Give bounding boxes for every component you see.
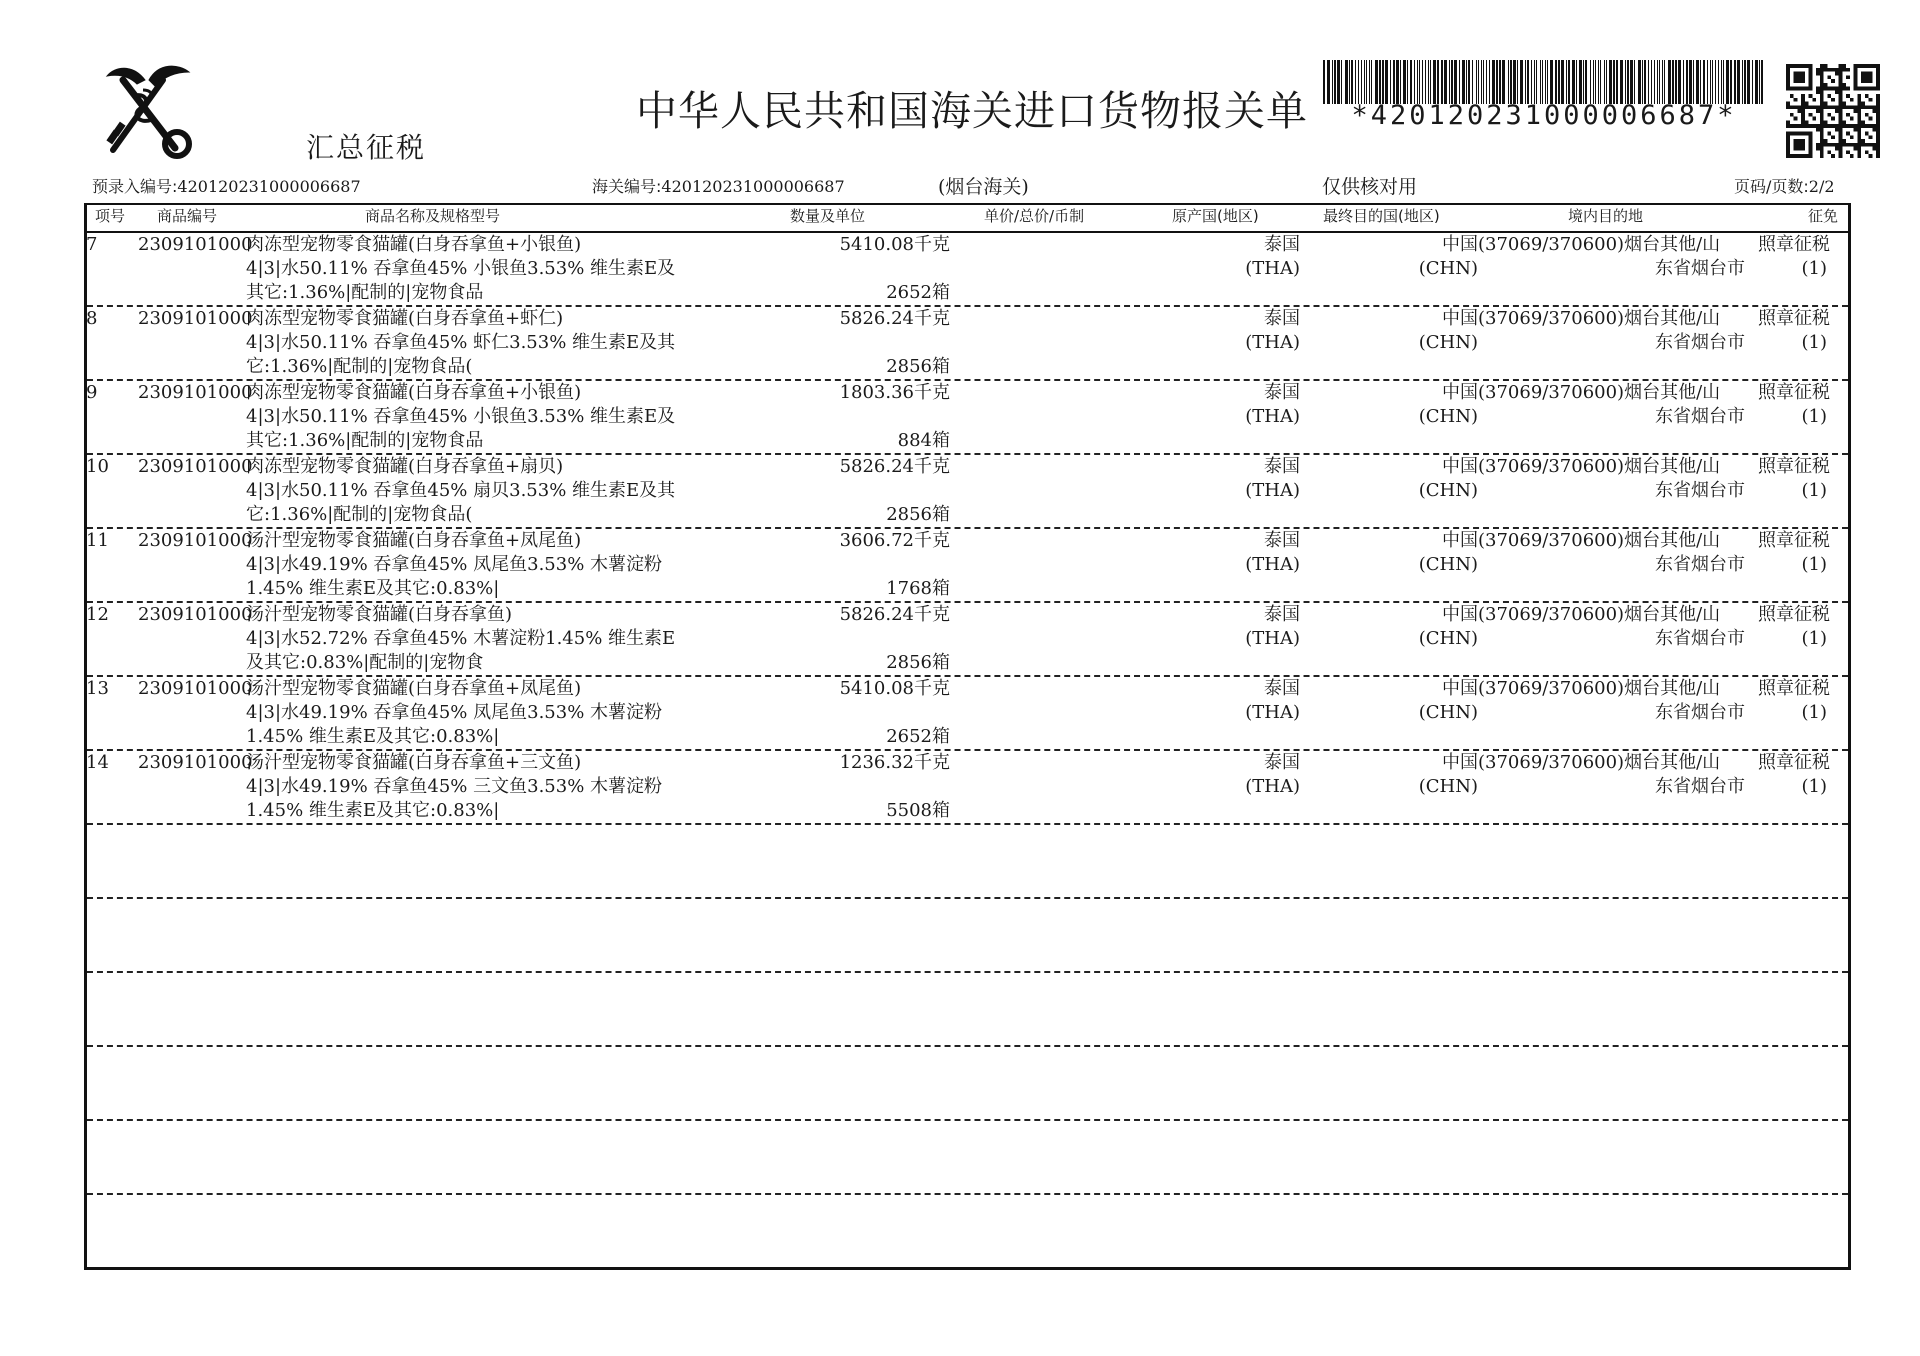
item-origin: 泰国 — [1264, 604, 1300, 625]
page-indicator — [1734, 174, 1835, 197]
item-levy: 照章征税 — [1758, 234, 1830, 255]
item-qty-weight: 5410.08千克 — [839, 678, 950, 699]
pre-entry-value: 420120231000006687 — [177, 177, 361, 196]
item-levy: 照章征税 — [1758, 604, 1830, 625]
item-qty-weight: 5826.24千克 — [839, 604, 950, 625]
col-header-origin: 原产国(地区) — [1172, 207, 1259, 225]
item-code: 2309101000 — [138, 752, 253, 773]
row-divider — [87, 971, 1848, 973]
item-dest-country: 中国 — [1442, 604, 1478, 625]
item-origin: 泰国 — [1264, 234, 1300, 255]
item-origin: 泰国 — [1264, 530, 1300, 551]
item-qty-weight: 5410.08千克 — [839, 234, 950, 255]
row-divider — [87, 749, 1848, 751]
item-no: 9 — [86, 382, 98, 403]
item-domestic-dest-line2: 东省烟台市 — [1655, 628, 1745, 649]
item-spec-line2: 其它:1.36%|配制的|宠物食品 — [246, 282, 484, 303]
item-domestic-dest-line2: 东省烟台市 — [1655, 332, 1745, 353]
col-header-name: 商品名称及规格型号 — [365, 207, 501, 225]
item-levy-code: (1) — [1801, 554, 1827, 575]
item-dest-country: 中国 — [1442, 234, 1478, 255]
item-spec-line1: 4|3|水50.11% 吞拿鱼45% 扇贝3.53% 维生素E及其 — [246, 480, 676, 501]
barcode — [1323, 60, 1763, 104]
summary-tax-label: 汇总征税 — [306, 131, 427, 164]
item-dest-country: 中国 — [1442, 382, 1478, 403]
row-divider — [87, 1045, 1848, 1047]
item-code: 2309101000 — [138, 678, 253, 699]
item-no: 11 — [86, 530, 109, 551]
item-dest-country-code: (CHN) — [1418, 702, 1478, 723]
item-spec-line1: 4|3|水52.72% 吞拿鱼45% 木薯淀粉1.45% 维生素E — [246, 628, 676, 649]
item-domestic-dest-line1: (37069/370600)烟台其他/山 — [1478, 382, 1721, 403]
item-domestic-dest-line1: (37069/370600)烟台其他/山 — [1478, 604, 1721, 625]
item-levy-code: (1) — [1801, 406, 1827, 427]
item-dest-country-code: (CHN) — [1418, 628, 1478, 649]
item-origin: 泰国 — [1264, 752, 1300, 773]
item-qty-cases: 5508箱 — [886, 800, 950, 821]
item-domestic-dest-line1: (37069/370600)烟台其他/山 — [1478, 456, 1721, 477]
item-dest-country-code: (CHN) — [1418, 406, 1478, 427]
item-no: 13 — [86, 678, 109, 699]
item-levy: 照章征税 — [1758, 678, 1830, 699]
item-no: 14 — [86, 752, 109, 773]
item-domestic-dest-line1: (37069/370600)烟台其他/山 — [1478, 308, 1721, 329]
row-divider — [87, 379, 1848, 381]
customs-office: (烟台海关) — [938, 176, 1029, 198]
item-dest-country: 中国 — [1442, 678, 1478, 699]
document-title: 中华人民共和国海关进口货物报关单 — [636, 87, 1308, 135]
row-divider — [87, 1193, 1848, 1195]
item-origin-code: (THA) — [1245, 702, 1300, 723]
item-name: 肉冻型宠物零食猫罐(白身吞拿鱼+小银鱼) — [246, 234, 582, 255]
item-origin-code: (THA) — [1245, 554, 1300, 575]
item-domestic-dest-line2: 东省烟台市 — [1655, 776, 1745, 797]
item-spec-line2: 及其它:0.83%|配制的|宠物食 — [246, 652, 484, 673]
item-dest-country-code: (CHN) — [1418, 332, 1478, 353]
item-no: 10 — [86, 456, 109, 477]
item-dest-country-code: (CHN) — [1418, 480, 1478, 501]
item-domestic-dest-line1: (37069/370600)烟台其他/山 — [1478, 678, 1721, 699]
qr-code — [1786, 64, 1880, 158]
item-levy: 照章征税 — [1758, 752, 1830, 773]
row-divider — [87, 823, 1848, 825]
item-spec-line2: 它:1.36%|配制的|宠物食品( — [246, 356, 473, 377]
col-header-code: 商品编号 — [157, 207, 218, 225]
item-qty-cases: 2856箱 — [886, 504, 950, 525]
item-spec-line2: 1.45% 维生素E及其它:0.83%| — [246, 800, 500, 821]
item-levy-code: (1) — [1801, 628, 1827, 649]
item-name: 汤汁型宠物零食猫罐(白身吞拿鱼+凤尾鱼) — [246, 530, 582, 551]
item-code: 2309101000 — [138, 604, 253, 625]
item-levy-code: (1) — [1801, 776, 1827, 797]
item-qty-cases: 1768箱 — [886, 578, 950, 599]
row-divider — [87, 527, 1848, 529]
item-origin: 泰国 — [1264, 456, 1300, 477]
item-origin-code: (THA) — [1245, 406, 1300, 427]
item-domestic-dest-line2: 东省烟台市 — [1655, 554, 1745, 575]
item-qty-cases: 2856箱 — [886, 356, 950, 377]
item-spec-line1: 4|3|水49.19% 吞拿鱼45% 凤尾鱼3.53% 木薯淀粉 — [246, 702, 663, 723]
item-spec-line1: 4|3|水49.19% 吞拿鱼45% 三文鱼3.53% 木薯淀粉 — [246, 776, 663, 797]
item-qty-cases: 2856箱 — [886, 652, 950, 673]
customs-number — [592, 174, 845, 197]
item-qty-cases: 884箱 — [897, 430, 950, 451]
item-qty-weight: 3606.72千克 — [839, 530, 950, 551]
item-origin-code: (THA) — [1245, 332, 1300, 353]
col-header-price: 单价/总价/币制 — [984, 207, 1085, 225]
item-name: 肉冻型宠物零食猫罐(白身吞拿鱼+虾仁) — [246, 308, 564, 329]
item-qty-weight: 5826.24千克 — [839, 308, 950, 329]
item-domestic-dest-line1: (37069/370600)烟台其他/山 — [1478, 234, 1721, 255]
col-header-qty: 数量及单位 — [790, 207, 866, 225]
item-domestic-dest-line1: (37069/370600)烟台其他/山 — [1478, 752, 1721, 773]
row-divider — [87, 453, 1848, 455]
item-origin: 泰国 — [1264, 678, 1300, 699]
item-spec-line2: 1.45% 维生素E及其它:0.83%| — [246, 578, 500, 599]
item-dest-country: 中国 — [1442, 308, 1478, 329]
item-name: 汤汁型宠物零食猫罐(白身吞拿鱼) — [246, 604, 513, 625]
row-divider — [87, 601, 1848, 603]
item-spec-line1: 4|3|水50.11% 吞拿鱼45% 虾仁3.53% 维生素E及其 — [246, 332, 676, 353]
col-header-domestic-dest: 境内目的地 — [1568, 207, 1644, 225]
item-code: 2309101000 — [138, 382, 253, 403]
item-levy: 照章征税 — [1758, 456, 1830, 477]
item-spec-line1: 4|3|水49.19% 吞拿鱼45% 凤尾鱼3.53% 木薯淀粉 — [246, 554, 663, 575]
item-code: 2309101000 — [138, 308, 253, 329]
item-no: 8 — [86, 308, 98, 329]
item-spec-line2: 其它:1.36%|配制的|宠物食品 — [246, 430, 484, 451]
item-code: 2309101000 — [138, 234, 253, 255]
item-qty-cases: 2652箱 — [886, 726, 950, 747]
pre-entry-number — [92, 174, 361, 197]
item-dest-country-code: (CHN) — [1418, 554, 1478, 575]
item-name: 汤汁型宠物零食猫罐(白身吞拿鱼+三文鱼) — [246, 752, 582, 773]
item-domestic-dest-line2: 东省烟台市 — [1655, 702, 1745, 723]
item-dest-country: 中国 — [1442, 752, 1478, 773]
item-spec-line2: 它:1.36%|配制的|宠物食品( — [246, 504, 473, 525]
row-divider — [87, 305, 1848, 307]
page-value: 2/2 — [1808, 177, 1835, 196]
item-dest-country-code: (CHN) — [1418, 258, 1478, 279]
col-header-item-no: 项号 — [95, 207, 126, 225]
item-origin-code: (THA) — [1245, 776, 1300, 797]
item-origin: 泰国 — [1264, 382, 1300, 403]
item-no: 12 — [86, 604, 109, 625]
item-origin: 泰国 — [1264, 308, 1300, 329]
item-dest-country-code: (CHN) — [1418, 776, 1478, 797]
item-levy: 照章征税 — [1758, 530, 1830, 551]
item-dest-country: 中国 — [1442, 456, 1478, 477]
item-levy-code: (1) — [1801, 702, 1827, 723]
item-spec-line2: 1.45% 维生素E及其它:0.83%| — [246, 726, 500, 747]
item-spec-line1: 4|3|水50.11% 吞拿鱼45% 小银鱼3.53% 维生素E及 — [246, 406, 676, 427]
customs-number-value: 420120231000006687 — [661, 177, 845, 196]
item-dest-country: 中国 — [1442, 530, 1478, 551]
item-domestic-dest-line2: 东省烟台市 — [1655, 480, 1745, 501]
item-name: 肉冻型宠物零食猫罐(白身吞拿鱼+小银鱼) — [246, 382, 582, 403]
row-divider — [87, 1119, 1848, 1121]
item-qty-weight: 1236.32千克 — [839, 752, 950, 773]
item-levy: 照章征税 — [1758, 308, 1830, 329]
item-name: 肉冻型宠物零食猫罐(白身吞拿鱼+扇贝) — [246, 456, 564, 477]
item-levy-code: (1) — [1801, 258, 1827, 279]
customs-emblem-logo — [92, 62, 194, 162]
item-qty-weight: 5826.24千克 — [839, 456, 950, 477]
item-origin-code: (THA) — [1245, 628, 1300, 649]
barcode-number: *420120231000006687* — [1351, 100, 1737, 131]
page-label: 页码/页数: — [1734, 177, 1809, 196]
item-qty-weight: 1803.36千克 — [839, 382, 950, 403]
item-domestic-dest-line1: (37069/370600)烟台其他/山 — [1478, 530, 1721, 551]
item-levy-code: (1) — [1801, 480, 1827, 501]
item-origin-code: (THA) — [1245, 480, 1300, 501]
item-domestic-dest-line2: 东省烟台市 — [1655, 258, 1745, 279]
item-code: 2309101000 — [138, 530, 253, 551]
verify-note: 仅供核对用 — [1322, 176, 1418, 198]
item-name: 汤汁型宠物零食猫罐(白身吞拿鱼+凤尾鱼) — [246, 678, 582, 699]
item-code: 2309101000 — [138, 456, 253, 477]
item-domestic-dest-line2: 东省烟台市 — [1655, 406, 1745, 427]
col-header-levy: 征免 — [1808, 207, 1839, 225]
item-no: 7 — [86, 234, 98, 255]
row-divider — [87, 897, 1848, 899]
col-header-dest-country: 最终目的国(地区) — [1323, 207, 1440, 225]
item-levy-code: (1) — [1801, 332, 1827, 353]
item-origin-code: (THA) — [1245, 258, 1300, 279]
customs-number-label: 海关编号: — [592, 177, 662, 196]
item-levy: 照章征税 — [1758, 382, 1830, 403]
item-spec-line1: 4|3|水50.11% 吞拿鱼45% 小银鱼3.53% 维生素E及 — [246, 258, 676, 279]
item-qty-cases: 2652箱 — [886, 282, 950, 303]
pre-entry-label: 预录入编号: — [92, 177, 178, 196]
row-divider — [87, 675, 1848, 677]
